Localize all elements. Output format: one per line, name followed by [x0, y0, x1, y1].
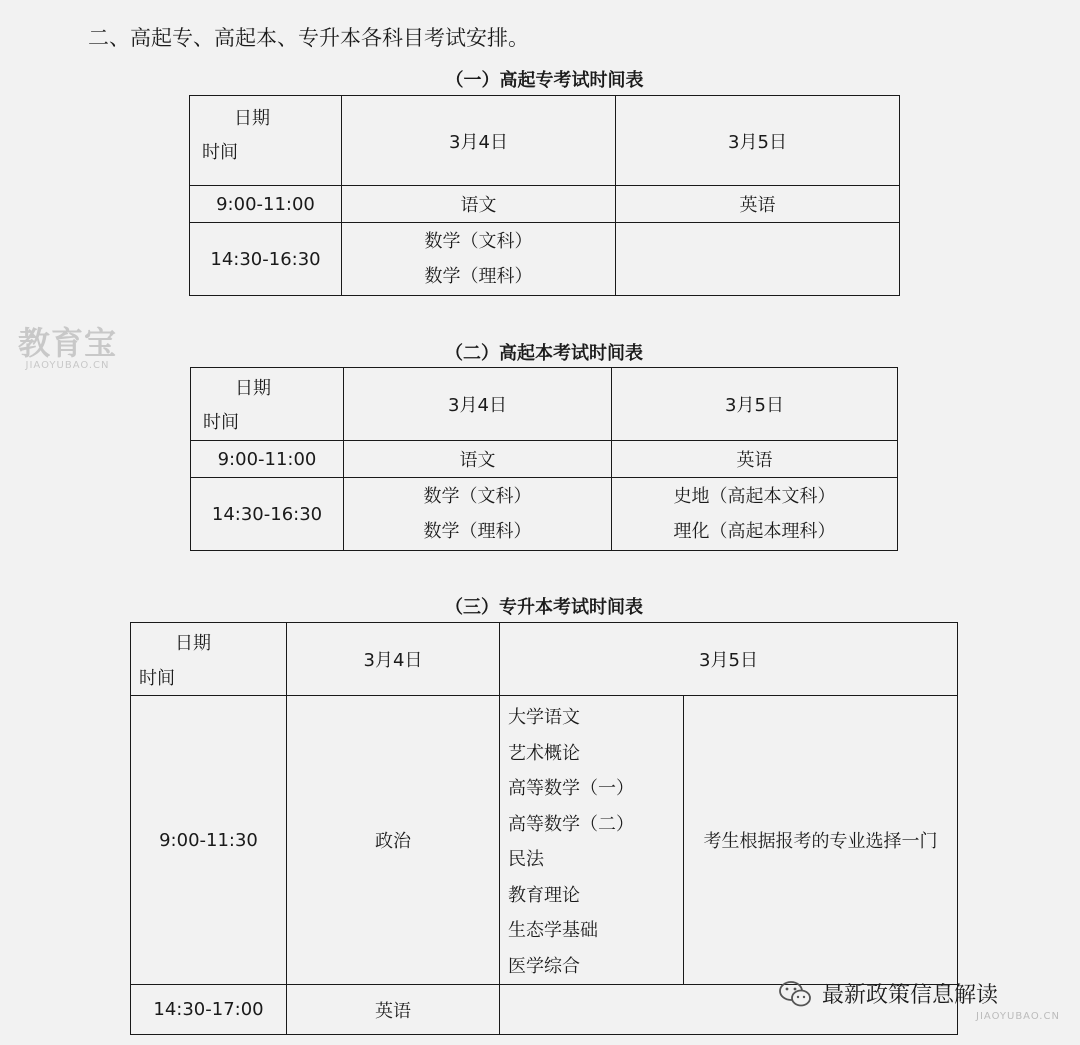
- jiaoyubao-watermark: [18, 326, 117, 371]
- table2-col1-header: 3月4日: [344, 368, 612, 441]
- list-item: 高等数学（一）: [508, 778, 634, 799]
- watermark-domain: JIAOYUBAO.CN: [25, 360, 110, 371]
- time-cell: 9:00-11:00: [190, 186, 342, 223]
- wechat-icon: [778, 980, 812, 1008]
- time-cell: 9:00-11:30: [131, 696, 287, 985]
- table1-corner-cell: [190, 96, 342, 186]
- list-item: 民法: [508, 849, 544, 870]
- bottom-cut-off-text: [0, 1040, 1080, 1045]
- watermark-logo-text: 教育宝: [18, 324, 118, 362]
- time-cell: 14:30-16:30: [191, 478, 344, 551]
- list-item: 艺术概论: [508, 742, 580, 764]
- wechat-account-mark: [778, 978, 998, 1009]
- table3-title: （三）专升本考试时间表: [445, 597, 643, 618]
- subject-cell: [612, 478, 898, 551]
- corner-time-label: 时间: [203, 412, 239, 433]
- subject-cell: [342, 223, 616, 296]
- list-item: 大学语文: [508, 707, 580, 728]
- list-item: 生态学基础: [508, 920, 598, 941]
- list-item: 医学综合: [508, 955, 580, 977]
- table1: [189, 95, 900, 296]
- time-cell: 9:00-11:00: [191, 441, 344, 478]
- subject-cell: 政治: [287, 696, 500, 985]
- subject-list-cell: [500, 696, 684, 985]
- corner-date-label: 日期: [175, 633, 211, 654]
- subject-cell: 英语: [612, 441, 898, 478]
- subject-line: 数学（文科）: [423, 486, 532, 507]
- account-name: 最新政策信息解读: [822, 983, 999, 1008]
- table1-col2-header: 3月5日: [616, 96, 900, 186]
- list-item: 高等数学（二）: [508, 813, 634, 835]
- subject-cell: 语文: [342, 186, 616, 223]
- table3-col2-header: 3月5日: [500, 623, 958, 696]
- subject-cell: 英语: [616, 186, 900, 223]
- subject-line: 数学（文科）: [424, 231, 533, 252]
- corner-date-label: 日期: [234, 108, 270, 129]
- corner-date-label: 日期: [235, 378, 271, 399]
- table3: [130, 622, 958, 1035]
- table2-title: （二）高起本考试时间表: [445, 343, 643, 364]
- table-row: [131, 696, 958, 985]
- section-heading: 二、高起专、高起本、专升本各科目考试安排。: [88, 26, 529, 50]
- table-row: [190, 223, 900, 296]
- time-cell: 14:30-16:30: [190, 223, 342, 296]
- empty-cell: [616, 223, 900, 296]
- note-cell: 考生根据报考的专业选择一门: [684, 696, 958, 985]
- list-item: 教育理论: [508, 884, 580, 906]
- subject-cell: 语文: [344, 441, 612, 478]
- corner-time-label: 时间: [202, 142, 238, 163]
- table2: [190, 367, 898, 551]
- table3-corner-cell: [131, 623, 287, 696]
- table1-col1-header: 3月4日: [342, 96, 616, 186]
- table-row: [191, 441, 898, 478]
- subject-line: 理化（高起本理科）: [673, 521, 836, 542]
- subject-line: 史地（高起本文科）: [673, 486, 836, 507]
- subject-line: 数学（理科）: [423, 521, 532, 542]
- top-cut-off-text: [0, 0, 1080, 4]
- footer-domain: JIAOYUBAO.CN: [976, 1011, 1060, 1022]
- table1-title: （一）高起专考试时间表: [445, 70, 644, 91]
- table3-col1-header: 3月4日: [287, 623, 500, 696]
- table-row: [190, 186, 900, 223]
- subject-cell: [344, 478, 612, 551]
- subject-cell: 英语: [287, 985, 500, 1035]
- table-row: [191, 478, 898, 551]
- corner-time-label: 时间: [139, 668, 175, 689]
- table2-col2-header: 3月5日: [612, 368, 898, 441]
- time-cell: 14:30-17:00: [131, 985, 287, 1035]
- table2-corner-cell: [191, 368, 344, 441]
- subject-line: 数学（理科）: [424, 266, 533, 287]
